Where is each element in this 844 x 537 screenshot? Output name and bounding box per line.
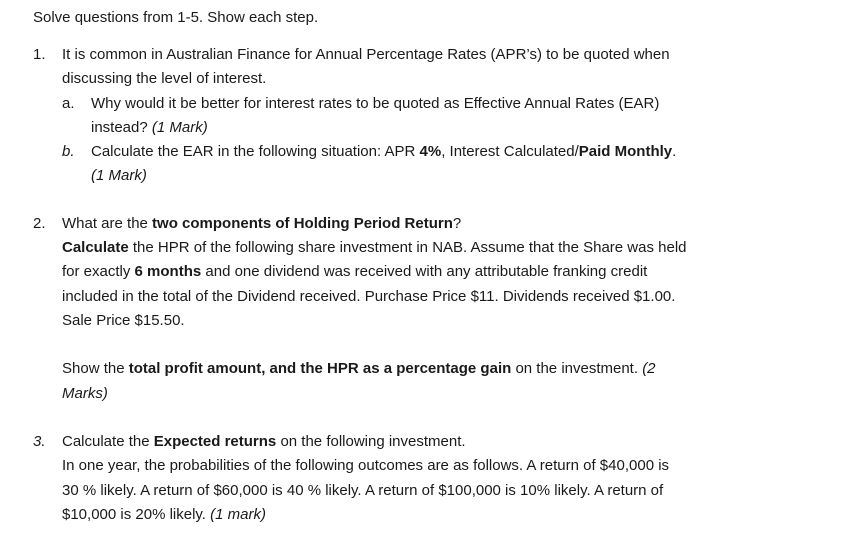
q3-l4-text: $10,000 is 20% likely. [62,506,211,523]
q3-number-text: 3. [33,433,46,450]
q2-line6 [62,359,656,379]
q2-l3-text1: for exactly [62,263,135,280]
q1b-text-line1 [91,142,676,162]
q2-line2 [62,238,687,258]
q3-number [33,432,46,452]
q2-l2-text: the HPR of the following share investment in NAB. Assume that the Share was held [128,239,687,256]
q2-l1-text2: ? [452,215,462,232]
q2-l6-bold: total profit amount, and the HPR as a percentage gain [128,360,512,377]
q1a-text: instead? [91,119,152,136]
q1b-label [62,142,75,162]
q2-l3-text2: and one dividend was received with any attributable franking credit [201,263,648,280]
q3-line3: 30 % likely. A return of $60,000 is 40 % likely. A return of $100,000 is 10% likely. A return of [62,482,664,499]
q3-line1 [62,432,466,452]
q2-l6-marks: (2 [642,360,656,377]
q1b-marks [91,166,147,186]
q2-line5: Sale Price $15.50. [62,312,185,329]
q1b-marks-text: (1 Mark) [91,167,147,184]
q2-line1 [62,214,461,234]
q2-l2-bold: Calculate [62,239,129,256]
instructions: Solve questions from 1-5. Show each step. [33,9,319,26]
q2-line3 [62,262,647,282]
q2-number: 2. [33,215,46,232]
q3-line2: In one year, the probabilities of the following outcomes are as follows. A return of $40,000 is [62,457,670,474]
q1b-text3: . [672,143,677,160]
q1b-paid-monthly: Paid Monthly [578,143,673,160]
q1b-text2: , Interest Calculated/ [441,143,579,160]
q2-l6-text2: on the investment. [511,360,643,377]
q2-l1-bold: two components of Holding Period Return [152,215,453,232]
q3-line4 [62,505,266,525]
q1-number: 1. [33,46,46,63]
q1a-label: a. [62,95,75,112]
q2-l3-bold: 6 months [134,263,202,280]
q3-l1-bold: Expected returns [153,433,277,450]
q1-text-line1: It is common in Australian Finance for Annual Percentage Rates (APR’s) to be quoted when [62,46,670,63]
q1-text-line2: discussing the level of interest. [62,70,267,87]
q1a-text-line2 [91,118,208,138]
q1b-label-text: b. [62,143,75,160]
q2-l1-text1: What are the [62,215,153,232]
q1b-apr: 4% [419,143,442,160]
q2-l6-text1: Show the [62,360,129,377]
q3-l1-text2: on the following investment. [276,433,466,450]
q3-l4-marks: (1 mark) [210,506,266,523]
q1b-text1: Calculate the EAR in the following situation: APR [91,143,420,160]
q2-line4: included in the total of the Dividend received. Purchase Price $11. Dividends received $1.00. [62,288,676,305]
q2-l7-marks: Marks) [62,385,108,402]
q1a-marks: (1 Mark) [151,119,208,136]
q2-line7 [62,384,108,404]
q3-l1-text1: Calculate the [62,433,154,450]
q1a-text-line1: Why would it be better for interest rates to be quoted as Effective Annual Rates (EAR) [91,95,660,112]
